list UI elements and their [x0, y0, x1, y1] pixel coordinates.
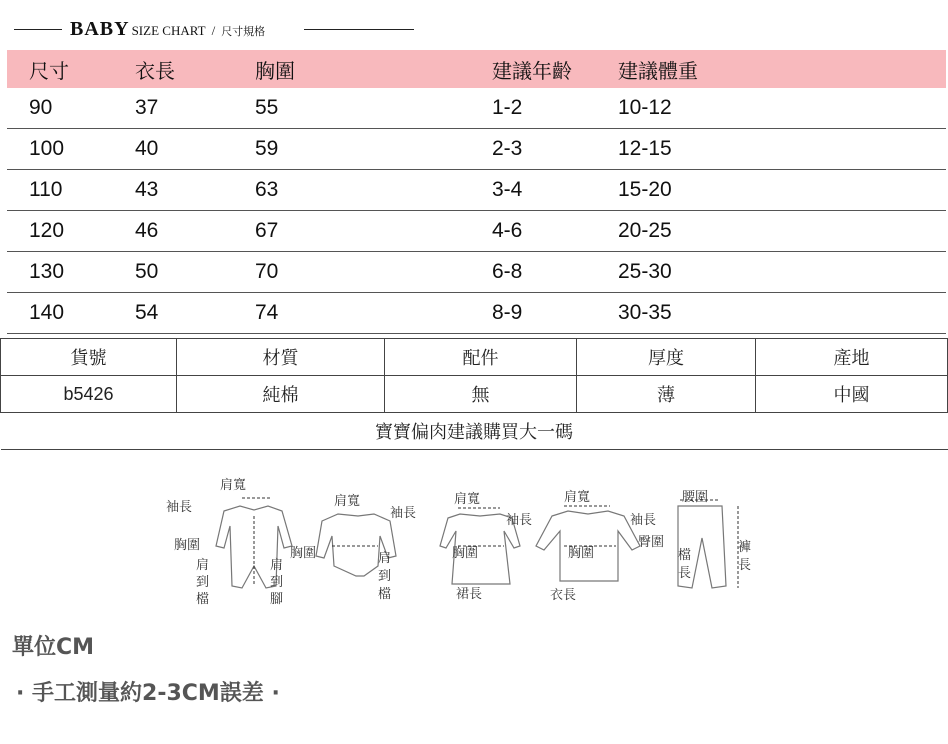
pants-length-label-1: 褲	[738, 540, 752, 555]
cell-age: 3-4	[492, 170, 618, 211]
cell-length: 40	[135, 129, 255, 170]
pants-crotch-label-2: 長	[678, 566, 692, 581]
romper-foot-label-3: 腳	[270, 592, 284, 607]
info-header-accessories: 配件	[385, 339, 577, 376]
pants-length-label-2: 長	[738, 558, 752, 573]
bodysuit-sleeve-label: 袖長	[390, 506, 417, 521]
cell-size: 100	[7, 129, 135, 170]
info-header-row	[1, 339, 948, 376]
romper-crotch-label-1: 肩	[196, 558, 210, 573]
info-header-thickness: 厚度	[577, 339, 756, 376]
column-header-chest: 胸圍	[255, 50, 492, 88]
dress-sleeve-label: 袖長	[506, 513, 533, 528]
chart-title	[10, 14, 420, 46]
bodysuit-crotch-label-3: 檔	[378, 587, 392, 602]
dress-shoulder-label: 肩寬	[454, 492, 481, 507]
cell-weight: 25-30	[618, 252, 946, 293]
cell-age: 2-3	[492, 129, 618, 170]
info-value-material: 純棉	[177, 376, 385, 413]
cell-age: 6-8	[492, 252, 618, 293]
sizing-note: 寶寶偏肉建議購買大一碼	[1, 413, 948, 450]
bodysuit-crotch-label-2: 到	[378, 569, 392, 584]
info-value-row	[1, 376, 948, 413]
romper-crotch-label-2: 到	[196, 575, 210, 590]
cell-chest: 59	[255, 129, 492, 170]
cell-age: 1-2	[492, 88, 618, 129]
column-header-age: 建議年齡	[492, 50, 618, 88]
romper-foot-label-1: 肩	[270, 558, 284, 573]
top-length-label: 衣長	[550, 588, 577, 603]
cell-size: 140	[7, 293, 135, 334]
cell-size: 110	[7, 170, 135, 211]
title-subtitle-cn: 尺寸規格	[221, 25, 266, 38]
column-header-size: 尺寸	[7, 50, 135, 88]
table-row	[7, 211, 946, 252]
title-separator: /	[211, 23, 216, 38]
bodysuit-crotch-label-1: 肩	[378, 551, 392, 566]
measurement-diagram	[160, 476, 760, 616]
pants-waist-label: 腰圍	[682, 490, 709, 505]
info-value-origin: 中國	[756, 376, 948, 413]
table-row	[7, 293, 946, 334]
top-sleeve-label: 袖長	[630, 513, 657, 528]
info-value-thickness: 薄	[577, 376, 756, 413]
title-rule-right	[304, 29, 414, 30]
pants-hip-label: 臀圍	[638, 535, 665, 550]
romper-shoulder-label: 肩寬	[220, 478, 247, 493]
product-info-table	[0, 338, 948, 450]
cell-size: 90	[7, 88, 135, 129]
bodysuit-outline	[316, 514, 396, 576]
cell-weight: 15-20	[618, 170, 946, 211]
title-brand: BABY	[70, 18, 130, 40]
cell-weight: 10-12	[618, 88, 946, 129]
title-subtitle: SIZE CHART	[131, 23, 206, 38]
cell-chest: 67	[255, 211, 492, 252]
cell-length: 50	[135, 252, 255, 293]
measurement-error-note: · 手工測量約2-3CM誤差 ·	[16, 681, 280, 706]
cell-chest: 63	[255, 170, 492, 211]
info-value-sku: b5426	[1, 376, 177, 413]
cell-length: 46	[135, 211, 255, 252]
cell-age: 4-6	[492, 211, 618, 252]
table-row	[7, 170, 946, 211]
info-value-accessories: 無	[385, 376, 577, 413]
romper-foot-label-2: 到	[270, 575, 284, 590]
cell-weight: 12-15	[618, 129, 946, 170]
cell-chest: 70	[255, 252, 492, 293]
cell-chest: 74	[255, 293, 492, 334]
size-table-header	[7, 50, 946, 88]
cell-weight: 20-25	[618, 211, 946, 252]
column-header-weight: 建議體重	[618, 50, 946, 88]
bodysuit-shoulder-label: 肩寬	[334, 494, 361, 509]
cell-age: 8-9	[492, 293, 618, 334]
cell-length: 37	[135, 88, 255, 129]
title-rule-left	[14, 29, 62, 30]
cell-weight: 30-35	[618, 293, 946, 334]
size-table	[7, 50, 946, 334]
romper-sleeve-label: 袖長	[166, 500, 193, 515]
cell-length: 43	[135, 170, 255, 211]
info-header-sku: 貨號	[1, 339, 177, 376]
title-text	[70, 18, 265, 41]
cell-chest: 55	[255, 88, 492, 129]
table-row	[7, 252, 946, 293]
top-chest-label: 胸圍	[568, 546, 595, 561]
pants-crotch-label-1: 檔	[678, 548, 692, 563]
romper-crotch-label-3: 檔	[196, 592, 210, 607]
bodysuit-chest-label: 胸圍	[290, 546, 317, 561]
romper-chest-label: 胸圍	[174, 538, 201, 553]
info-header-material: 材質	[177, 339, 385, 376]
table-row	[7, 88, 946, 129]
cell-size: 130	[7, 252, 135, 293]
dress-chest-label: 胸圍	[452, 546, 479, 561]
top-shoulder-label: 肩寬	[564, 490, 591, 505]
table-row	[7, 129, 946, 170]
dress-skirt-label: 裙長	[456, 587, 483, 602]
cell-length: 54	[135, 293, 255, 334]
column-header-length: 衣長	[135, 50, 255, 88]
info-note-row	[1, 413, 948, 450]
cell-size: 120	[7, 211, 135, 252]
unit-label: 單位CM	[12, 635, 95, 660]
info-header-origin: 產地	[756, 339, 948, 376]
